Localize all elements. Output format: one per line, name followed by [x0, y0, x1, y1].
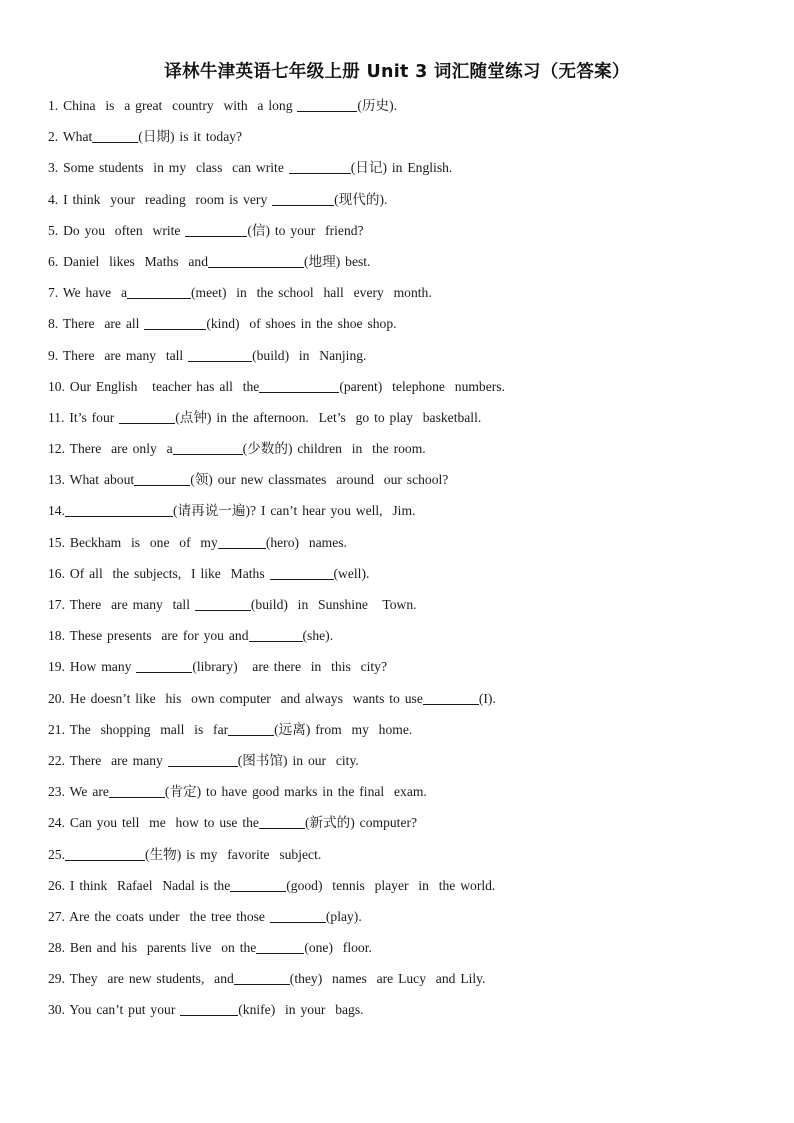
answer-blank[interactable]	[234, 971, 290, 985]
question-text-before: 11. It’s four	[48, 409, 120, 425]
question-text-after: (kind) of shoes in the shoe shop.	[206, 316, 397, 332]
question-item	[48, 720, 768, 751]
answer-blank[interactable]	[65, 847, 145, 861]
question-text-after: (she).	[302, 628, 334, 644]
question-text-after: (领) our new classmates around our school?	[190, 472, 449, 488]
question-text-before: 30. You can’t put your	[48, 1002, 181, 1018]
answer-blank[interactable]	[256, 940, 304, 954]
question-item	[48, 314, 768, 345]
answer-blank[interactable]	[195, 597, 251, 611]
question-item	[48, 408, 768, 439]
question-text-after: (地理) best.	[304, 253, 371, 269]
question-text-after: (肯定) to have good marks in the final exam.	[164, 784, 427, 800]
question-item	[48, 938, 768, 969]
answer-blank[interactable]	[270, 909, 326, 923]
question-item	[48, 283, 768, 314]
question-item	[48, 470, 768, 501]
answer-blank[interactable]	[127, 285, 191, 299]
question-text-after: (日记) in English.	[350, 160, 453, 176]
question-item	[48, 346, 768, 377]
question-item	[48, 626, 768, 657]
question-text-before: 5. Do you often write	[48, 222, 186, 238]
question-text-after: (they) names are Lucy and Lily.	[289, 971, 486, 987]
answer-blank[interactable]	[185, 223, 247, 237]
question-text-after: (library) are there in this city?	[192, 659, 387, 675]
question-text-after: (one) floor.	[304, 940, 372, 956]
question-text-before: 16. Of all the subjects, I like Maths	[48, 565, 270, 581]
question-text-after: (现代的).	[334, 191, 388, 207]
question-text-before: 8. There are all	[48, 316, 145, 332]
question-text-before: 22. There are many	[48, 752, 168, 768]
question-text-before: 17. There are many tall	[48, 597, 195, 612]
question-text-before: 15. Beckham is one of my	[48, 534, 218, 550]
answer-blank[interactable]	[109, 784, 165, 798]
question-text-after: (I).	[478, 690, 496, 706]
question-text-after: (信) to your friend?	[247, 222, 364, 238]
answer-blank[interactable]	[119, 410, 175, 424]
question-text-before: 14.	[48, 503, 65, 519]
answer-blank[interactable]	[423, 691, 479, 705]
answer-blank[interactable]	[230, 878, 286, 892]
answer-blank[interactable]	[65, 503, 173, 517]
question-text-before: 28. Ben and his parents live on the	[48, 940, 257, 956]
question-text-after: (good) tennis player in the world.	[286, 877, 496, 893]
question-item	[48, 657, 768, 688]
question-text-before: 27. Are the coats under the tree those	[48, 908, 270, 924]
question-text-after: (新式的) computer?	[304, 815, 418, 831]
question-text-before: 20. He doesn’t like his own computer and always wants to use	[48, 690, 423, 706]
question-text-before: 10. Our English teacher has all the	[48, 378, 260, 394]
question-item	[48, 439, 768, 470]
question-text-after: (build) in Sunshine Town.	[250, 597, 417, 612]
question-text-before: 24. Can you tell me how to use the	[48, 815, 259, 831]
question-item	[48, 377, 768, 408]
answer-blank[interactable]	[208, 254, 304, 268]
question-text-after: (hero) names.	[265, 534, 347, 550]
question-text-before: 25.	[48, 846, 65, 862]
question-text-before: 26. I think Rafael Nadal is the	[48, 877, 231, 893]
question-item	[48, 782, 768, 813]
question-text-after: (parent) telephone numbers.	[339, 378, 505, 394]
question-text-after: (build) in Nanjing.	[252, 347, 367, 363]
question-text-before: 21. The shopping mall is far	[48, 721, 229, 737]
question-item	[48, 564, 768, 595]
answer-blank[interactable]	[144, 316, 206, 330]
question-text-before: 2. What	[48, 129, 93, 145]
answer-blank[interactable]	[228, 722, 274, 736]
question-item	[48, 969, 768, 1000]
question-text-before: 3. Some students in my class can write	[48, 160, 289, 176]
answer-blank[interactable]	[272, 192, 334, 206]
question-item	[48, 813, 768, 844]
question-item	[48, 127, 768, 158]
question-item	[48, 96, 768, 127]
question-text-after: (少数的) children in the room.	[242, 441, 426, 457]
answer-blank[interactable]	[289, 160, 351, 174]
question-text-after: (生物) is my favorite subject.	[145, 846, 322, 862]
question-item	[48, 190, 768, 221]
question-text-after: (play).	[325, 908, 362, 924]
answer-blank[interactable]	[297, 98, 357, 112]
answer-blank[interactable]	[92, 129, 138, 143]
question-text-before: 6. Daniel likes Maths and	[48, 253, 209, 269]
question-item	[48, 689, 768, 720]
question-item	[48, 595, 768, 626]
question-text-before: 1. China is a great country with a long	[48, 98, 298, 113]
question-item	[48, 221, 768, 252]
question-text-before: 4. I think your reading room is very	[48, 191, 273, 207]
question-item	[48, 158, 768, 189]
answer-blank[interactable]	[180, 1002, 238, 1016]
question-text-after: (knife) in your bags.	[238, 1002, 364, 1018]
answer-blank[interactable]	[259, 815, 305, 829]
answer-blank[interactable]	[136, 659, 192, 673]
answer-blank[interactable]	[249, 628, 303, 642]
question-text-before: 23. We are	[48, 784, 109, 800]
question-item	[48, 1000, 768, 1031]
question-item	[48, 907, 768, 938]
answer-blank[interactable]	[270, 566, 334, 580]
question-text-after: (请再说一遍)? I can’t hear you well, Jim.	[173, 503, 416, 519]
question-text-after: (点钟) in the afternoon. Let’s go to play basketball.	[175, 409, 482, 425]
answer-blank[interactable]	[188, 348, 252, 362]
question-item	[48, 876, 768, 907]
question-text-after: (日期) is it today?	[138, 129, 243, 145]
answer-blank[interactable]	[173, 441, 243, 455]
question-item	[48, 501, 768, 532]
question-text-after: (远离) from my home.	[274, 721, 413, 737]
answer-blank[interactable]	[134, 472, 190, 486]
question-text-after: (历史).	[357, 98, 398, 113]
question-text-before: 29. They are new students, and	[48, 971, 234, 987]
answer-blank[interactable]	[168, 753, 238, 767]
question-list	[48, 96, 768, 1032]
question-text-before: 13. What about	[48, 472, 135, 488]
page-title: 译林牛津英语七年级上册 Unit 3 词汇随堂练习（无答案）	[164, 62, 630, 82]
answer-blank[interactable]	[259, 379, 339, 393]
question-text-after: (well).	[333, 565, 370, 581]
question-text-before: 12. There are only a	[48, 441, 173, 457]
question-item	[48, 845, 768, 876]
question-text-after: (meet) in the school hall every month.	[191, 285, 432, 301]
question-item	[48, 751, 768, 782]
question-item	[48, 252, 768, 283]
question-text-before: 19. How many	[48, 659, 137, 675]
question-text-before: 9. There are many tall	[48, 347, 189, 363]
answer-blank[interactable]	[218, 535, 266, 549]
question-text-before: 18. These presents are for you and	[48, 628, 249, 644]
question-text-before: 7. We have a	[48, 285, 128, 301]
question-text-after: (图书馆) in our city.	[237, 752, 359, 768]
question-item	[48, 533, 768, 564]
